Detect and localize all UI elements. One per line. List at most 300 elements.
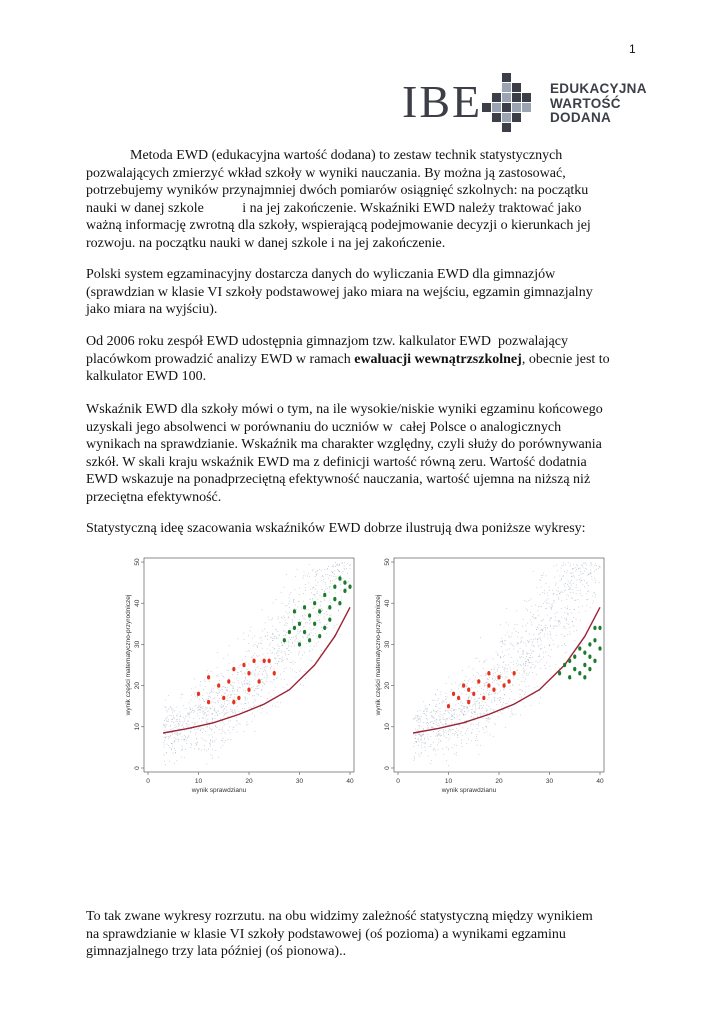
- cloud-point: [539, 638, 540, 639]
- cloud-point: [478, 698, 479, 699]
- cloud-point: [539, 633, 540, 634]
- cloud-point: [248, 683, 249, 684]
- cloud-point: [247, 724, 248, 725]
- cloud-point: [177, 721, 178, 722]
- cloud-point: [466, 708, 467, 709]
- cloud-point: [309, 564, 310, 565]
- cloud-point: [217, 674, 218, 675]
- school-point: [338, 576, 341, 580]
- cloud-point: [230, 733, 231, 734]
- cloud-point: [182, 725, 183, 726]
- cloud-point: [299, 652, 300, 653]
- cloud-point: [511, 662, 512, 663]
- cloud-point: [517, 636, 518, 637]
- cloud-point: [434, 749, 435, 750]
- cloud-point: [528, 641, 529, 642]
- cloud-point: [423, 732, 424, 733]
- cloud-point: [584, 586, 585, 587]
- cloud-point: [164, 747, 165, 748]
- cloud-point: [290, 628, 291, 629]
- y-tick-label: 50: [134, 558, 141, 566]
- cloud-point: [460, 708, 461, 709]
- cloud-point: [572, 569, 573, 570]
- cloud-point: [542, 620, 543, 621]
- cloud-point: [418, 738, 419, 739]
- cloud-point: [180, 733, 181, 734]
- cloud-point: [174, 748, 175, 749]
- cloud-point: [209, 693, 210, 694]
- cloud-point: [175, 739, 176, 740]
- cloud-point: [277, 664, 278, 665]
- cloud-point: [183, 717, 184, 718]
- cloud-point: [177, 732, 178, 733]
- cloud-point: [447, 718, 448, 719]
- cloud-point: [262, 679, 263, 680]
- cloud-point: [434, 720, 435, 721]
- cloud-point: [586, 599, 587, 600]
- cloud-point: [585, 563, 586, 564]
- cloud-point: [315, 633, 316, 634]
- cloud-point: [316, 643, 317, 644]
- cloud-point: [277, 638, 278, 639]
- cloud-point: [214, 698, 215, 699]
- cloud-point: [464, 723, 465, 724]
- cloud-point: [460, 684, 461, 685]
- cloud-point: [570, 589, 571, 590]
- cloud-point: [322, 630, 323, 631]
- cloud-point: [319, 569, 320, 570]
- cloud-point: [190, 731, 191, 732]
- cloud-point: [440, 741, 441, 742]
- cloud-point: [198, 707, 199, 708]
- cloud-point: [267, 666, 268, 667]
- cloud-point: [537, 587, 538, 588]
- cloud-point: [456, 745, 457, 746]
- cloud-point: [437, 700, 438, 701]
- cloud-point: [556, 583, 557, 584]
- cloud-point: [513, 646, 514, 647]
- cloud-point: [532, 616, 533, 617]
- cloud-point: [470, 717, 471, 718]
- cloud-point: [434, 700, 435, 701]
- cloud-point: [466, 723, 467, 724]
- cloud-point: [499, 692, 500, 693]
- cloud-point: [452, 722, 453, 723]
- cloud-point: [314, 607, 315, 608]
- cloud-point: [543, 575, 544, 576]
- cloud-point: [479, 708, 480, 709]
- cloud-point: [508, 701, 509, 702]
- cloud-point: [502, 652, 503, 653]
- cloud-point: [452, 719, 453, 720]
- cloud-point: [497, 671, 498, 672]
- cloud-point: [279, 622, 280, 623]
- cloud-point: [274, 638, 275, 639]
- cloud-point: [313, 629, 314, 630]
- page-number: 1: [629, 42, 636, 56]
- cloud-point: [509, 637, 510, 638]
- cloud-point: [536, 618, 537, 619]
- cloud-point: [462, 711, 463, 712]
- cloud-point: [316, 613, 317, 614]
- cloud-point: [322, 589, 323, 590]
- cloud-point: [446, 720, 447, 721]
- cloud-point: [488, 679, 489, 680]
- cloud-point: [261, 679, 262, 680]
- cloud-point: [276, 678, 277, 679]
- cloud-point: [540, 661, 541, 662]
- cloud-point: [182, 746, 183, 747]
- cloud-point: [289, 617, 290, 618]
- cloud-point: [494, 723, 495, 724]
- cloud-point: [465, 690, 466, 691]
- cloud-point: [313, 594, 314, 595]
- cloud-point: [196, 739, 197, 740]
- cloud-point: [590, 563, 591, 564]
- cloud-point: [244, 680, 245, 681]
- cloud-point: [285, 623, 286, 624]
- cloud-point: [488, 717, 489, 718]
- cloud-point: [177, 719, 178, 720]
- cloud-point: [185, 737, 186, 738]
- cloud-point: [173, 722, 174, 723]
- cloud-point: [201, 728, 202, 729]
- cloud-point: [266, 680, 267, 681]
- cloud-point: [483, 718, 484, 719]
- cloud-point: [316, 636, 317, 637]
- cloud-point: [445, 710, 446, 711]
- cloud-point: [221, 695, 222, 696]
- cloud-point: [245, 656, 246, 657]
- cloud-point: [423, 729, 424, 730]
- cloud-point: [294, 589, 295, 590]
- cloud-point: [314, 595, 315, 596]
- cloud-point: [320, 595, 321, 596]
- cloud-point: [431, 727, 432, 728]
- cloud-point: [165, 764, 166, 765]
- cloud-point: [307, 635, 308, 636]
- cloud-point: [204, 714, 205, 715]
- cloud-point: [555, 613, 556, 614]
- cloud-point: [223, 658, 224, 659]
- cloud-point: [223, 706, 224, 707]
- cloud-point: [340, 582, 341, 583]
- cloud-point: [275, 629, 276, 630]
- cloud-point: [462, 705, 463, 706]
- cloud-point: [263, 671, 264, 672]
- cloud-point: [438, 715, 439, 716]
- cloud-point: [318, 642, 319, 643]
- cloud-point: [233, 729, 234, 730]
- cloud-point: [210, 746, 211, 747]
- x-axis-label: wynik sprawdzianu: [441, 787, 497, 794]
- cloud-point: [251, 657, 252, 658]
- cloud-point: [573, 575, 574, 576]
- cloud-point: [451, 684, 452, 685]
- cloud-point: [289, 601, 290, 602]
- cloud-point: [537, 662, 538, 663]
- cloud-point: [445, 693, 446, 694]
- cloud-point: [594, 571, 595, 572]
- cloud-point: [207, 711, 208, 712]
- cloud-point: [518, 652, 519, 653]
- cloud-point: [516, 670, 517, 671]
- cloud-point: [504, 668, 505, 669]
- x-tick-label: 30: [295, 778, 304, 785]
- cloud-point: [166, 736, 167, 737]
- cloud-point: [245, 678, 246, 679]
- cloud-point: [250, 630, 251, 631]
- cloud-point: [434, 718, 435, 719]
- cloud-point: [508, 636, 509, 637]
- school-point: [563, 663, 566, 667]
- school-point: [232, 667, 235, 671]
- cloud-point: [524, 670, 525, 671]
- cloud-point: [219, 713, 220, 714]
- cloud-point: [525, 643, 526, 644]
- cloud-point: [454, 717, 455, 718]
- cloud-point: [521, 681, 522, 682]
- cloud-point: [543, 603, 544, 604]
- cloud-point: [470, 700, 471, 701]
- cloud-point: [561, 591, 562, 592]
- cloud-point: [249, 694, 250, 695]
- cloud-point: [256, 676, 257, 677]
- school-point: [318, 609, 321, 613]
- cloud-point: [475, 677, 476, 678]
- cloud-point: [290, 662, 291, 663]
- cloud-point: [221, 733, 222, 734]
- cloud-point: [199, 709, 200, 710]
- cloud-point: [309, 576, 310, 577]
- cloud-point: [446, 737, 447, 738]
- cloud-point: [529, 653, 530, 654]
- cloud-point: [550, 626, 551, 627]
- cloud-point: [214, 710, 215, 711]
- cloud-point: [448, 749, 449, 750]
- cloud-point: [471, 723, 472, 724]
- cloud-point: [211, 671, 212, 672]
- cloud-point: [560, 580, 561, 581]
- cloud-point: [230, 739, 231, 740]
- cloud-point: [459, 724, 460, 725]
- logo-square: [512, 83, 521, 92]
- cloud-point: [298, 654, 299, 655]
- logo-wordmark: [550, 82, 647, 126]
- cloud-point: [317, 573, 318, 574]
- cloud-point: [242, 659, 243, 660]
- cloud-point: [234, 694, 235, 695]
- cloud-point: [310, 650, 311, 651]
- cloud-point: [527, 652, 528, 653]
- cloud-point: [261, 637, 262, 638]
- cloud-point: [226, 713, 227, 714]
- cloud-point: [545, 630, 546, 631]
- cloud-point: [540, 644, 541, 645]
- cloud-point: [593, 596, 594, 597]
- cloud-point: [436, 719, 437, 720]
- cloud-point: [518, 643, 519, 644]
- cloud-point: [554, 626, 555, 627]
- cloud-point: [539, 656, 540, 657]
- cloud-point: [506, 608, 507, 609]
- cloud-point: [494, 709, 495, 710]
- cloud-point: [484, 713, 485, 714]
- cloud-point: [557, 626, 558, 627]
- cloud-point: [198, 709, 199, 710]
- cloud-point: [321, 614, 322, 615]
- cloud-point: [534, 687, 535, 688]
- cloud-point: [460, 720, 461, 721]
- cloud-point: [420, 717, 421, 718]
- cloud-point: [295, 677, 296, 678]
- cloud-point: [419, 710, 420, 711]
- cloud-point: [222, 686, 223, 687]
- cloud-point: [461, 731, 462, 732]
- cloud-point: [511, 636, 512, 637]
- cloud-point: [555, 616, 556, 617]
- cloud-point: [541, 606, 542, 607]
- cloud-point: [248, 635, 249, 636]
- cloud-point: [548, 655, 549, 656]
- school-point: [477, 679, 480, 683]
- cloud-point: [258, 673, 259, 674]
- cloud-point: [529, 662, 530, 663]
- cloud-point: [490, 735, 491, 736]
- cloud-point: [284, 625, 285, 626]
- cloud-point: [523, 670, 524, 671]
- cloud-point: [571, 613, 572, 614]
- cloud-point: [332, 566, 333, 567]
- school-point: [588, 667, 591, 671]
- cloud-point: [229, 703, 230, 704]
- cloud-point: [590, 573, 591, 574]
- cloud-point: [257, 645, 258, 646]
- cloud-point: [210, 697, 211, 698]
- ibe-logo: [402, 73, 652, 135]
- cloud-point: [233, 661, 234, 662]
- cloud-point: [472, 709, 473, 710]
- cloud-point: [571, 585, 572, 586]
- cloud-point: [444, 713, 445, 714]
- cloud-point: [337, 624, 338, 625]
- cloud-point: [264, 628, 265, 629]
- cloud-point: [204, 749, 205, 750]
- cloud-point: [228, 739, 229, 740]
- cloud-point: [501, 707, 502, 708]
- cloud-point: [530, 612, 531, 613]
- x-tick-label: 0: [146, 778, 150, 785]
- cloud-point: [582, 580, 583, 581]
- cloud-point: [334, 570, 335, 571]
- cloud-point: [493, 675, 494, 676]
- cloud-point: [317, 591, 318, 592]
- school-point: [583, 650, 586, 654]
- cloud-point: [337, 565, 338, 566]
- cloud-point: [422, 735, 423, 736]
- cloud-point: [340, 634, 341, 635]
- cloud-point: [525, 665, 526, 666]
- cloud-point: [448, 712, 449, 713]
- cloud-point: [487, 719, 488, 720]
- cloud-point: [262, 631, 263, 632]
- cloud-point: [526, 686, 527, 687]
- cloud-point: [448, 734, 449, 735]
- cloud-point: [562, 592, 563, 593]
- cloud-point: [260, 661, 261, 662]
- logo-square: [502, 83, 511, 92]
- cloud-point: [561, 634, 562, 635]
- cloud-point: [477, 672, 478, 673]
- cloud-point: [164, 720, 165, 721]
- cloud-point: [506, 622, 507, 623]
- cloud-point: [203, 706, 204, 707]
- cloud-point: [453, 716, 454, 717]
- cloud-point: [170, 747, 171, 748]
- cloud-point: [185, 749, 186, 750]
- cloud-point: [197, 708, 198, 709]
- cloud-point: [494, 701, 495, 702]
- cloud-point: [561, 578, 562, 579]
- cloud-point: [426, 715, 427, 716]
- cloud-point: [424, 738, 425, 739]
- cloud-point: [518, 632, 519, 633]
- cloud-point: [460, 699, 461, 700]
- cloud-point: [262, 669, 263, 670]
- cloud-point: [242, 711, 243, 712]
- cloud-point: [503, 689, 504, 690]
- cloud-point: [173, 753, 174, 754]
- cloud-point: [344, 562, 345, 563]
- cloud-point: [172, 743, 173, 744]
- cloud-point: [474, 696, 475, 697]
- cloud-point: [517, 644, 518, 645]
- cloud-point: [232, 688, 233, 689]
- cloud-point: [163, 724, 164, 725]
- cloud-point: [278, 707, 279, 708]
- school-point: [583, 675, 586, 679]
- cloud-point: [257, 675, 258, 676]
- cloud-point: [240, 724, 241, 725]
- cloud-point: [493, 736, 494, 737]
- cloud-point: [316, 597, 317, 598]
- cloud-point: [557, 594, 558, 595]
- cloud-point: [461, 693, 462, 694]
- cloud-point: [522, 691, 523, 692]
- cloud-point: [438, 739, 439, 740]
- cloud-point: [443, 717, 444, 718]
- cloud-point: [494, 697, 495, 698]
- cloud-point: [180, 712, 181, 713]
- cloud-point: [486, 711, 487, 712]
- cloud-point: [563, 565, 564, 566]
- cloud-point: [251, 708, 252, 709]
- cloud-point: [211, 689, 212, 690]
- cloud-point: [570, 573, 571, 574]
- cloud-point: [222, 712, 223, 713]
- cloud-point: [440, 719, 441, 720]
- cloud-point: [548, 598, 549, 599]
- cloud-point: [319, 608, 320, 609]
- cloud-point: [252, 657, 253, 658]
- cloud-point: [281, 651, 282, 652]
- cloud-point: [316, 585, 317, 586]
- cloud-point: [316, 645, 317, 646]
- school-point: [487, 683, 490, 687]
- cloud-point: [327, 569, 328, 570]
- cloud-point: [587, 599, 588, 600]
- cloud-point: [493, 659, 494, 660]
